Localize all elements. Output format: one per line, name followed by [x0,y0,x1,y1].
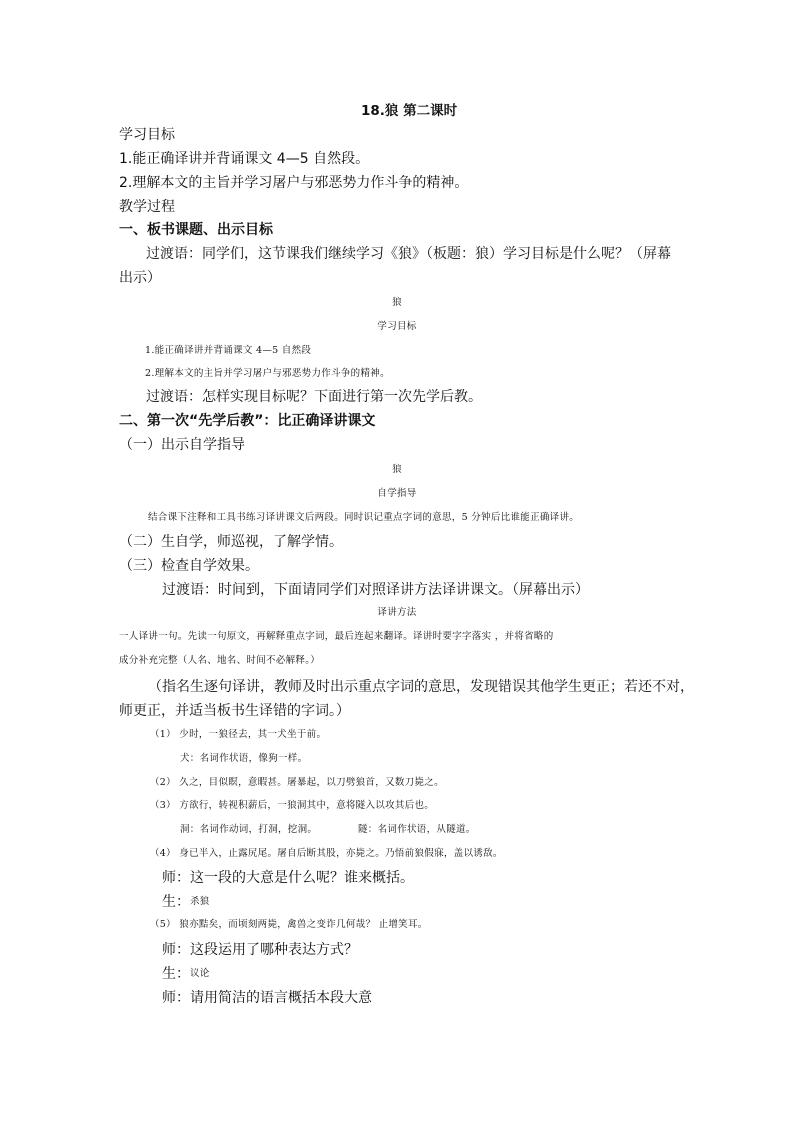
note-4: （4） 身已半入，止露尻尾。屠自后断其股，亦毙之。乃悟前狼假寐，盖以诱敌。 [150,848,503,859]
page-title: 18.狼 第二课时 [361,103,458,119]
transition-3: 过渡语：时间到，下面请同学们对照译讲方法译讲课文。（屏幕出示） [162,582,589,598]
screen-3-text-1: 一人译讲一句。先读一句原文，再解释重点字词，最后连起来翻译。译讲时要字字落实 ，并将省略的 [119,631,554,642]
note-3-gloss-b: 隧：名词作状语，从隧道。 [358,824,476,835]
student-answer-2-text: 议论 [190,968,210,979]
instruction-line-1: （指名生逐句译讲，教师及时出示重点字词的意思，发现错误其他学生更正；若还不对， [148,679,694,695]
screen-2-text: 结合课下注释和工具书练习译讲课文后两段。同时识记重点字词的意思，5 分钟后比谁能正确译讲。 [148,512,580,523]
transition-1-line-1: 过渡语：同学们，这节课我们继续学习《狼》（板题：狼）学习目标是什么呢？（屏幕 [146,246,671,262]
screen-1-title: 狼 [392,297,402,308]
screen-2-title: 狼 [392,464,402,475]
instruction-line-2: 师更正，并适当板书生译错的字词。） [119,703,350,719]
objectives-heading: 学习目标 [119,127,175,143]
objective-1: 1.能正确译讲并背诵课文 4—5 自然段。 [119,151,370,167]
note-5: （5） 狼亦黠矣，而顷刻两毙，禽兽之变诈几何哉？ 止增笑耳。 [150,919,428,930]
teacher-question-1: 师：这一段的大意是什么呢？谁来概括。 [162,870,414,886]
student-answer-1-text: 杀狼 [190,896,210,907]
note-2: （2） 久之，目似瞑，意暇甚。屠暴起，以刀劈狼首，又数刀毙之。 [150,777,444,788]
sub-step-3: （三）检查自学效果。 [119,558,259,574]
student-answer-2-label: 生： [162,966,190,982]
note-3: （3） 方欲行，转视积薪后，一狼洞其中，意将隧入以攻其后也。 [150,800,435,811]
student-answer-1-label: 生： [162,894,190,910]
section-1-heading: 一、板书课题、出示目标 [119,222,273,238]
screen-2-subtitle: 自学指导 [377,488,417,499]
objective-2: 2.理解本文的主旨并学习屠户与邪恶势力作斗争的精神。 [119,175,469,191]
transition-1-line-2: 出示） [119,270,161,286]
teacher-question-2: 师：这段运用了哪种表达方式？ [162,942,358,958]
screen-1-item-2: 2.理解本文的主旨并学习屠户与邪恶势力作斗争的精神。 [145,368,390,379]
sub-step-2: （二）生自学，师巡视，了解学情。 [119,534,343,550]
sub-step-1: （一）出示自学指导 [119,437,245,453]
screen-1-subtitle: 学习目标 [377,321,417,332]
note-1: （1） 少时，一狼径去，其一犬坐于前。 [150,729,327,740]
note-1-gloss: 犬：名词作状语，像狗一样。 [180,753,308,764]
teacher-question-3: 师：请用简洁的语言概括本段大意 [162,990,372,1006]
screen-3-text-2: 成分补充完整（人名、地名、时间不必解释。） [119,655,321,666]
screen-3-title: 译讲方法 [377,607,417,618]
section-2-heading: 二、第一次“先学后教”：比正确译讲课文 [119,413,376,429]
note-3-gloss-a: 洞：名词作动词，打洞，挖洞。 [180,824,318,835]
process-heading: 教学过程 [119,199,175,215]
screen-1-item-1: 1.能正确译讲并背诵课文 4—5 自然段 [145,345,312,356]
transition-2: 过渡语：怎样实现目标呢？下面进行第一次先学后教。 [146,389,482,405]
